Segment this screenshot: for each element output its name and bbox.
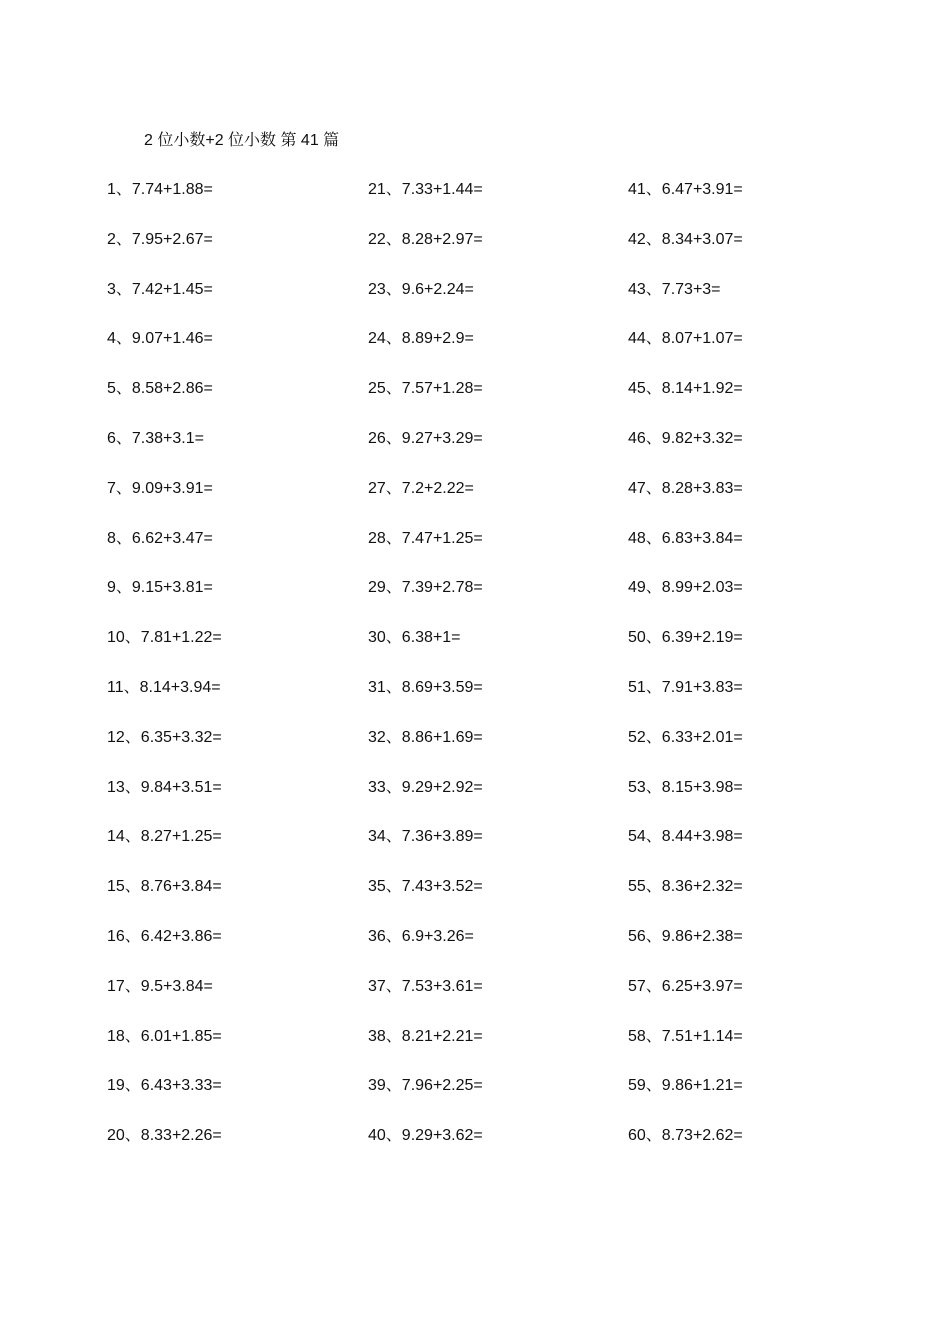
problem-item: 47、8.28+3.83=: [628, 479, 743, 497]
problem-item: 32、8.86+1.69=: [368, 728, 483, 746]
problem-item: 57、6.25+3.97=: [628, 977, 743, 995]
problem-item: 40、9.29+3.62=: [368, 1127, 483, 1145]
problem-item: 28、7.47+1.25=: [368, 529, 483, 547]
problem-item: 3、7.42+1.45=: [107, 280, 213, 298]
problem-item: 31、8.69+3.59=: [368, 678, 483, 696]
problem-item: 27、7.2+2.22=: [368, 479, 474, 497]
problem-item: 24、8.89+2.9=: [368, 330, 474, 348]
problem-item: 15、8.76+3.84=: [107, 878, 222, 896]
problem-column-1: [107, 179, 357, 1175]
problem-item: 10、7.81+1.22=: [107, 629, 222, 647]
problem-item: 39、7.96+2.25=: [368, 1077, 483, 1095]
problem-item: 35、7.43+3.52=: [368, 878, 483, 896]
problem-item: 13、9.84+3.51=: [107, 778, 222, 796]
problem-item: 2、7.95+2.67=: [107, 230, 213, 248]
problem-item: 30、6.38+1=: [368, 629, 461, 647]
problem-item: 44、8.07+1.07=: [628, 330, 743, 348]
problem-item: 18、6.01+1.85=: [107, 1027, 222, 1045]
problem-item: 5、8.58+2.86=: [107, 380, 213, 398]
problem-item: 54、8.44+3.98=: [628, 828, 743, 846]
problem-item: 48、6.83+3.84=: [628, 529, 743, 547]
problem-item: 25、7.57+1.28=: [368, 380, 483, 398]
problem-item: 6、7.38+3.1=: [107, 429, 204, 447]
problem-item: 55、8.36+2.32=: [628, 878, 743, 896]
problem-item: 38、8.21+2.21=: [368, 1027, 483, 1045]
problem-item: 52、6.33+2.01=: [628, 728, 743, 746]
problem-item: 12、6.35+3.32=: [107, 728, 222, 746]
problem-item: 43、7.73+3=: [628, 280, 721, 298]
problem-item: 26、9.27+3.29=: [368, 429, 483, 447]
problem-item: 1、7.74+1.88=: [107, 181, 213, 198]
problem-item: 46、9.82+3.32=: [628, 429, 743, 447]
problem-column-2: [368, 179, 618, 1175]
problem-item: 20、8.33+2.26=: [107, 1127, 222, 1145]
problem-item: 14、8.27+1.25=: [107, 828, 222, 846]
problem-item: 56、9.86+2.38=: [628, 927, 743, 945]
problem-item: 42、8.34+3.07=: [628, 230, 743, 248]
problem-item: 7、9.09+3.91=: [107, 479, 213, 497]
problem-item: 59、9.86+1.21=: [628, 1077, 743, 1095]
problem-item: 58、7.51+1.14=: [628, 1027, 743, 1045]
problem-item: 60、8.73+2.62=: [628, 1127, 743, 1145]
problem-item: 16、6.42+3.86=: [107, 927, 222, 945]
problem-item: 9、9.15+3.81=: [107, 579, 213, 597]
problem-item: 23、9.6+2.24=: [368, 280, 474, 298]
problem-item: 41、6.47+3.91=: [628, 181, 743, 198]
problem-item: 37、7.53+3.61=: [368, 977, 483, 995]
problem-item: 21、7.33+1.44=: [368, 181, 483, 198]
problem-item: 53、8.15+3.98=: [628, 778, 743, 796]
problem-item: 51、7.91+3.83=: [628, 678, 743, 696]
problem-item: 45、8.14+1.92=: [628, 380, 743, 398]
problem-item: 22、8.28+2.97=: [368, 230, 483, 248]
problem-item: 33、9.29+2.92=: [368, 778, 483, 796]
problem-item: 17、9.5+3.84=: [107, 977, 213, 995]
problem-item: 19、6.43+3.33=: [107, 1077, 222, 1095]
problem-item: 36、6.9+3.26=: [368, 927, 474, 945]
problem-item: 49、8.99+2.03=: [628, 579, 743, 597]
problem-item: 50、6.39+2.19=: [628, 629, 743, 647]
problem-item: 4、9.07+1.46=: [107, 330, 213, 348]
problem-item: 8、6.62+3.47=: [107, 529, 213, 547]
problem-column-3: [628, 179, 878, 1175]
page-title: 2 位小数+2 位小数 第 41 篇: [144, 132, 340, 149]
problem-item: 34、7.36+3.89=: [368, 828, 483, 846]
problem-item: 11、8.14+3.94=: [107, 678, 221, 696]
problem-item: 29、7.39+2.78=: [368, 579, 483, 597]
